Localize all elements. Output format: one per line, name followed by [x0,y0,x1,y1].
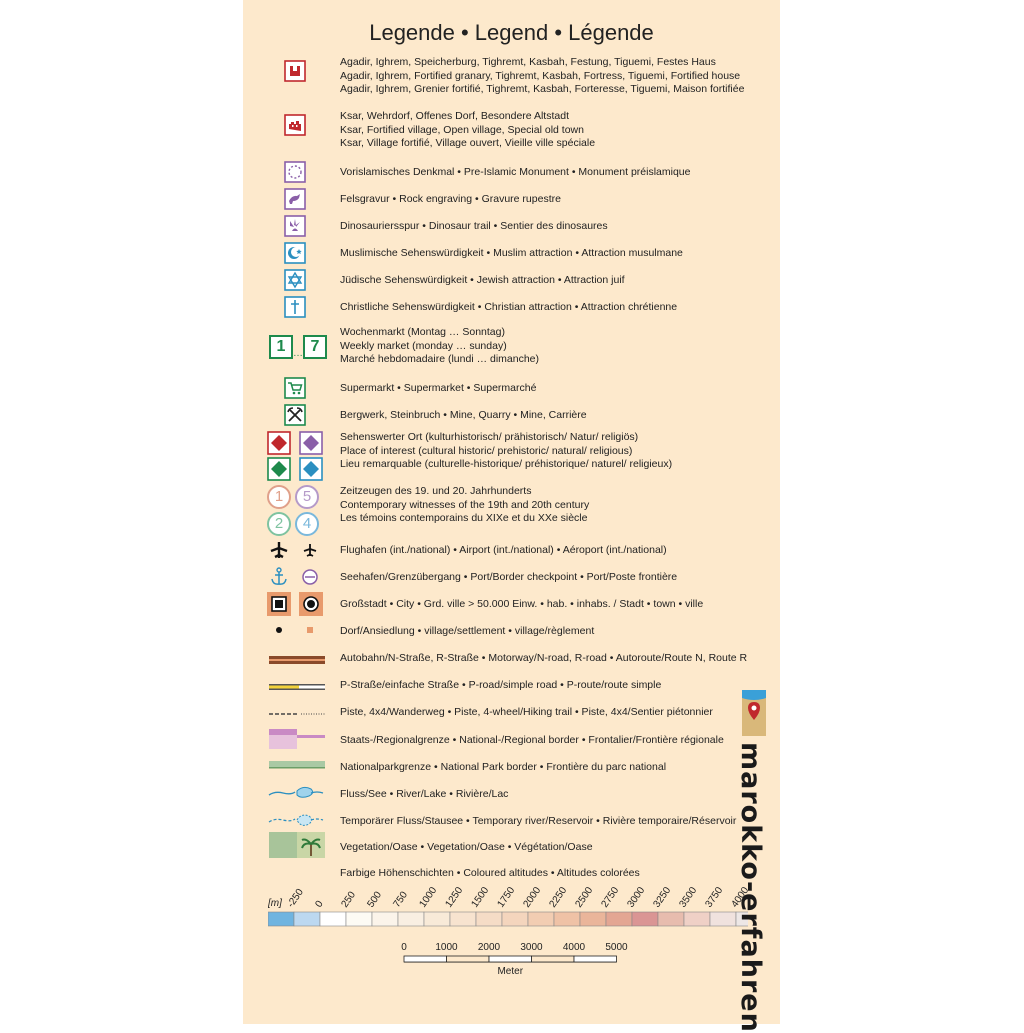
legend-text [340,761,666,775]
altitude-color-cell [476,912,502,926]
legend-text [340,485,589,526]
legend-line: Marché hebdomadaire (lundi … dimanche) [340,353,540,365]
legend-line: Autobahn/N-Straße, R-Straße • Motorway/N-road, R-road • Autoroute/Route N, Route R [340,652,748,664]
altitude-tick-label: 500 [365,889,385,910]
altitude-color-cell [320,912,346,926]
legend-line: Ksar, Fortified village, Open village, Special old town [340,123,584,136]
p-road-line-icon [269,680,325,698]
village-icons [243,620,347,647]
scalebar-segment [532,956,575,962]
altitude-tick-label: 4000 [729,885,748,910]
altitude-tick-label: 2500 [573,885,596,910]
scalebar-segment [574,956,617,962]
airport-icons [243,539,347,566]
altitude-color-cell [528,912,554,926]
legend-line: Christliche Sehenswürdigkeit • Christian attraction • Attraction chrétienne [340,301,678,313]
legend-line: Fluss/See • River/Lake • Rivière/Lac [340,788,509,800]
legend-line: Wochenmarkt (Montag … Sonntag) [340,326,505,338]
legend-text [340,788,508,802]
legend-line: Dinosauriersspur • Dinosaur trail • Sentier des dinosaures [340,220,608,232]
legend-line: Ksar, Village fortifié, Village ouvert, Vieille ville spéciale [340,137,596,149]
distance-scalebar [398,938,638,978]
contemporary-witness-icons [243,485,347,537]
city-icons [243,591,347,622]
legend-text [340,867,640,881]
scalebar-segment [404,956,447,962]
legend-text [340,815,736,829]
legend-text [340,706,713,720]
legend-line: Dorf/Ansiedlung • village/settlement • village/règlement [340,625,595,637]
legend-text [340,326,539,367]
legend-text [340,110,595,151]
ksar-icon [243,114,347,141]
altitude-unit-label: [m] [268,898,282,909]
legend-line: Agadir, Ighrem, Speicherburg, Tighremt, Kasbah, Festung, Tiguemi, Festes Haus [340,56,716,68]
mine-pickaxe-icon [243,404,347,431]
legend-text [340,193,561,207]
altitude-color-cell [268,912,294,926]
fortified-granary-icon [243,60,347,87]
scalebar-tick-label: 1000 [435,942,458,953]
altitude-tick-label: 1250 [443,885,466,910]
altitude-tick-label: 2000 [521,885,544,910]
market-ellipsis: … [293,348,303,359]
legend-line: Felsgravur • Rock engraving • Gravure rupestre [340,193,561,205]
crescent-star-icon [243,242,347,269]
altitude-color-cell [346,912,372,926]
altitude-tick-label: 250 [339,889,359,910]
legend-text [340,409,587,423]
legend-text [340,734,724,748]
legend-text [340,841,593,855]
pre-islamic-monument-icon [243,161,347,188]
scalebar-tick-label: 4000 [562,942,586,953]
scalebar-unit-label: Meter [497,966,524,977]
altitude-tick-label: 2250 [547,885,570,910]
altitude-tick-label: 3250 [651,885,674,910]
altitude-color-cell [450,912,476,926]
star-of-david-icon [243,269,347,296]
altitude-color-cell [710,912,736,926]
legend-line: Bergwerk, Steinbruch • Mine, Quarry • Mine, Carrière [340,409,587,421]
legend-line: Flughafen (int./national) • Airport (int./national) • Aéroport (int./national) [340,544,667,556]
legend-text [340,274,625,288]
rock-engraving-icon [243,188,347,215]
altitude-tick-label: 1000 [417,885,440,910]
altitude-tick-label: 3500 [677,885,700,910]
legend-text [340,571,677,585]
legend-line: P-Straße/einfache Straße • P-road/simple road • P-route/route simple [340,679,662,691]
altitude-tick-label: 1500 [469,885,492,910]
legend-line: Ksar, Wehrdorf, Offenes Dorf, Besondere Altstadt [340,110,569,122]
altitude-color-cell [398,912,424,926]
legend-text [340,247,683,261]
altitude-color-cell [658,912,684,926]
legend-line: Nationalparkgrenze • National Park border • Frontière du parc national [340,761,667,773]
witness-circle-1: 1 [267,485,291,509]
legend-line: Farbige Höhenschichten • Coloured altitudes • Altitudes colorées [340,867,640,879]
legend-text [340,56,744,97]
brand-text: marokko-erfahren [735,742,766,1033]
legend-text [340,679,661,693]
legend-text [340,220,608,234]
scalebar-svg [398,938,638,978]
legend-line: Agadir, Ighrem, Fortified granary, Tighremt, Kasbah, Fortress, Tiguemi, Fortified house [340,69,741,82]
legend-line: Weekly market (monday … sunday) [340,339,507,352]
legend-text [340,544,667,558]
legend-line: Großstadt • City • Grd. ville > 50.000 Einw. • hab. • inhabs. / Stadt • town • ville [340,598,704,610]
brand-wordmark [735,742,766,1033]
legend-text [340,652,747,666]
dinosaur-trail-icon [243,215,347,242]
legend-line: Staats-/Regionalgrenze • National-/Regional border • Frontalier/Frontière régionale [340,734,724,746]
witness-circle-2: 2 [267,512,291,536]
altitude-color-cell [684,912,710,926]
altitude-color-scale [268,880,748,930]
altitude-color-cell [606,912,632,926]
legend-line: Jüdische Sehenswürdigkeit • Jewish attraction • Attraction juif [340,274,625,286]
scalebar-segment [489,956,532,962]
market-day-one: 1 [269,335,293,359]
legend-line: Contemporary witnesses of the 19th and 20th century [340,498,590,511]
legend-text [340,382,536,396]
altitude-color-cell [424,912,450,926]
legend-line: Sehenswerter Ort (kulturhistorisch/ prähistorisch/ Natur/ religiös) [340,431,639,443]
place-of-interest-icons [243,431,347,486]
legend-line: Place of interest (cultural historic/ prehistoric/ natural/ religious) [340,444,633,457]
legend-text [340,598,703,612]
altitude-color-cell [294,912,320,926]
altitude-tick-label: 1750 [495,885,518,910]
altitude-color-cell [580,912,606,926]
altitude-tick-label: 750 [391,889,411,910]
altitude-tick-label: 2750 [599,885,622,910]
legend-text [340,301,677,315]
legend-line: Vorislamisches Denkmal • Pre-Islamic Monument • Monument préislamique [340,166,691,178]
brand-logo-icon [742,690,766,736]
cross-icon [243,296,347,323]
legend-line: Lieu remarquable (culturelle-historique/ préhistorique/ naturel/ religieux) [340,458,673,470]
legend-panel [243,0,780,1033]
legend-line: Muslimische Sehenswürdigkeit • Muslim attraction • Attraction musulmane [340,247,683,259]
legend-line: Vegetation/Oase • Vegetation/Oase • Végétation/Oase [340,841,593,853]
scalebar-tick-label: 2000 [477,942,501,953]
motorway-line-icon [269,653,325,671]
scalebar-tick-label: 3000 [520,942,543,953]
altitude-color-cell [502,912,528,926]
port-border-icons [243,566,347,593]
legend-text [340,431,672,472]
altitude-tick-label: 0 [313,898,326,910]
scalebar-segment [447,956,490,962]
altitude-scale-svg [268,880,748,930]
shopping-cart-icon [243,377,347,404]
witness-circle-5: 5 [295,485,319,509]
legend-line: Seehafen/Grenzübergang • Port/Border checkpoint • Port/Poste frontière [340,571,678,583]
piste-line-icon [269,707,325,725]
witness-circle-4: 4 [295,512,319,536]
legend-line: Les témoins contemporains du XIXe et du XXe siècle [340,512,588,524]
vegetation-oasis-icon [269,832,325,863]
altitude-tick-label: -250 [285,887,306,910]
legend-text [340,625,594,639]
altitude-color-cell [372,912,398,926]
legend-line: Agadir, Ighrem, Grenier fortifié, Tighremt, Kasbah, Forteresse, Tiguemi, Maison fortifiée [340,83,745,95]
altitude-tick-label: 3750 [703,885,726,910]
scalebar-tick-label: 0 [401,942,407,953]
scalebar-tick-label: 5000 [605,942,628,953]
border-line-icon [269,729,325,756]
legend-line: Piste, 4x4/Wanderweg • Piste, 4-wheel/Hiking trail • Piste, 4x4/Sentier piétonnier [340,706,713,718]
altitude-tick-label: 3000 [625,885,648,910]
weekly-market-icon [269,335,329,359]
legend-line: Supermarkt • Supermarket • Supermarché [340,382,537,394]
altitude-color-cell [632,912,658,926]
legend-line: Temporärer Fluss/Stausee • Temporary river/Reservoir • Rivière temporaire/Réservoir [340,815,737,827]
legend-line: Zeitzeugen des 19. und 20. Jahrhunderts [340,485,532,497]
market-day-seven: 7 [303,335,327,359]
legend-title: Legende • Legend • Légende [369,20,654,45]
legend-text [340,166,690,180]
altitude-color-cell [554,912,580,926]
river-lake-icon [267,783,327,808]
national-park-line-icon [269,759,325,778]
